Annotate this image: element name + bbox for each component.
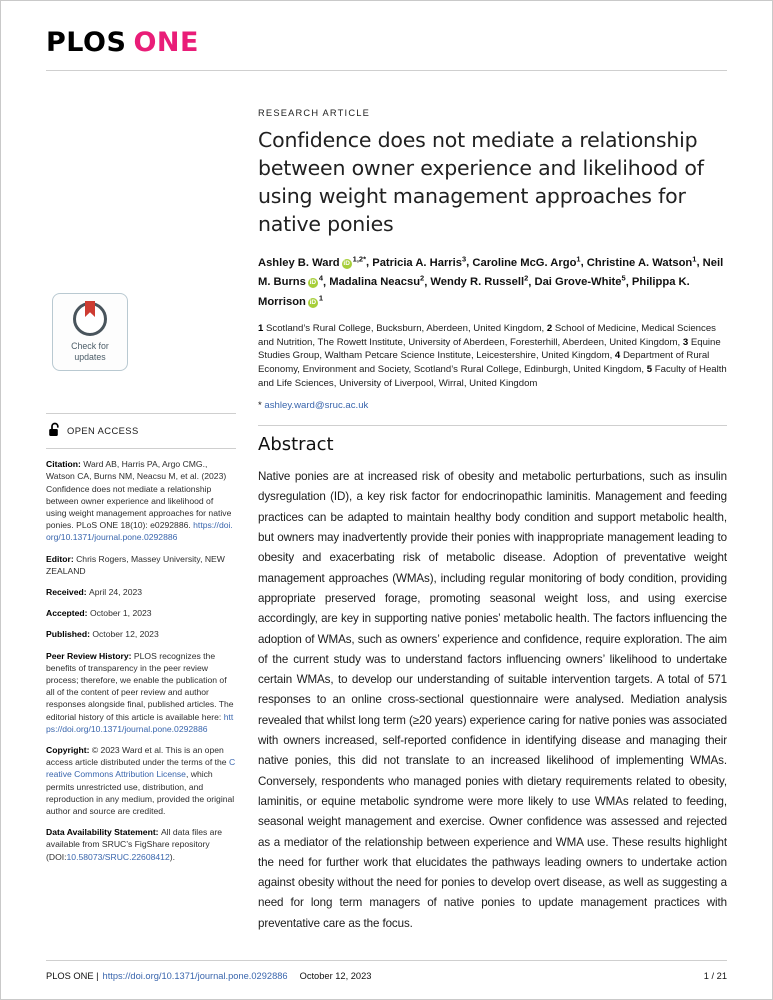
author-name: Philippa K. Morrison $iD^1$ — [258, 276, 690, 309]
orcid-icon[interactable]: iD — [343, 259, 350, 267]
author-affiliation-sup: 2 — [420, 273, 425, 283]
plos-one-logo[interactable] — [46, 27, 199, 58]
footer-journal-label: PLOS ONE | — [46, 971, 99, 981]
sidebar-section — [46, 458, 236, 543]
sidebar-section — [46, 650, 236, 735]
sidebar-section — [46, 744, 236, 817]
sidebar-section-label: Accepted: — [46, 608, 90, 619]
correspondence-line — [258, 400, 727, 411]
page-content — [46, 71, 727, 934]
author-name: Ashley B. Ward $iD^{1,2*}$ — [258, 254, 367, 269]
footer-divider — [46, 960, 727, 961]
page-footer — [46, 960, 727, 981]
author-name: Caroline McG. Argo$^1$ — [472, 254, 581, 269]
sidebar-link[interactable]: 10.58073/SRUC.22608412 — [66, 851, 170, 862]
affiliation-number: 5 — [646, 363, 655, 375]
author-name: Wendy R. Russell$^2$ — [430, 273, 529, 289]
sidebar-section — [46, 586, 236, 598]
author-name: Christine A. Watson$^1$ — [586, 254, 697, 269]
author-affiliation-sup: 1 — [576, 254, 581, 263]
article-type-label: RESEARCH ARTICLE — [258, 108, 371, 118]
author-affiliation-sup: 1 — [318, 293, 324, 303]
sidebar-section-label: Citation: — [46, 459, 84, 470]
sidebar-section-label: Published: — [46, 629, 93, 640]
bookmark-icon — [85, 301, 95, 317]
affiliation-number: 4 — [614, 350, 623, 362]
author-affiliation-sup: 1 — [692, 254, 697, 263]
sidebar-link[interactable]: https://doi.org/10.1371/journal.pone.0292886 — [46, 711, 234, 734]
journal-header — [46, 1, 727, 58]
affiliation-list: 1 Scotland’s Rural College, Bucksburn, Aberdeen, United Kingdom, 2 School of Medicine, Medical Sciences and Nutrition, The Rowett Institute, University of Aberdeen, Foresterhill, Aberdeen, United Kingdom, 3 Equine Studies Group, Waltham Petcare Science Institute, Leicestershire, United Kingdom, 4 Department of Rural Economy, Environment and Society, Scotland’s Rural College, Edinburgh, United Kingdom, 5 Faculty of Health and Life Sciences, University of Liverpool, Wirral, United Kingdom — [258, 323, 727, 389]
sidebar-section-text: Ward AB, Harris PA, Argo CMG., Watson CA, Burns NM, Neacsu M, et al. (2023) Confidence does not mediate a relationship between owner experience and likelihood of using weight management approaches for native ponies. PLoS ONE 18(10): e0292886. — [46, 459, 232, 531]
correspondence-email-link[interactable]: ashley.ward@sruc.ac.uk — [264, 400, 369, 412]
footer-page-number: 1 / 21 — [703, 971, 727, 981]
orcid-icon[interactable]: iD — [309, 279, 317, 287]
author-affiliation-sup: 2 — [524, 273, 529, 283]
sidebar-section — [46, 826, 236, 863]
check-for-updates-label: Check for updates — [71, 341, 109, 362]
open-lock-icon — [48, 422, 61, 440]
open-access-block — [46, 413, 236, 449]
sidebar-metadata — [46, 458, 236, 863]
footer-doi-link[interactable]: https://doi.org/10.1371/journal.pone.0292886 — [102, 971, 288, 981]
footer-citation — [46, 971, 371, 981]
sidebar-section-label: Data Availability Statement: — [46, 827, 161, 838]
sidebar-section-text: October 12, 2023 — [92, 629, 159, 640]
abstract-heading: Abstract — [258, 434, 334, 456]
sidebar-section-text: PLOS recognizes the benefits of transparency in the peer review process; therefore, we enable the publication of all of the content of peer review and author responses alongside final, published articles. The editorial history of this article is available here: — [46, 650, 234, 722]
article-main — [258, 71, 727, 934]
logo-one-text: ONE — [133, 27, 199, 58]
sidebar-section — [46, 628, 236, 640]
sidebar-section-label: Received: — [46, 587, 89, 598]
sidebar-section-label: Editor: — [46, 553, 77, 564]
sidebar-section-label: Copyright: — [46, 745, 92, 756]
affiliation-number: 3 — [682, 336, 691, 348]
article-title: Confidence does not mediate a relationship between owner experience and likelihood of using weight management approaches for native ponies — [258, 128, 704, 236]
author-name: Patricia A. Harris$^3$ — [372, 254, 467, 269]
sidebar-section-text: © 2023 Ward et al. This is an open access article distributed under the terms of the — [46, 745, 229, 768]
author-name: Dai Grove-White$^5$ — [534, 273, 626, 289]
sidebar-section-text: All data files are available from SRUC’s FigShare repository (DOI: — [46, 827, 223, 862]
sidebar-section-label: Peer Review History: — [46, 650, 134, 661]
author-affiliation-sup: 1,2* — [352, 254, 367, 263]
correspondence-marker: * — [258, 400, 262, 412]
divider — [46, 448, 236, 449]
sidebar-section-text: , which permits unrestricted use, distribution, and reproduction in any medium, provided the original author and source are credited. — [46, 769, 235, 817]
author-affiliation-sup: 5 — [621, 273, 626, 283]
author-name: Neil M. Burns $iD^4$ — [258, 256, 724, 289]
author-list: Ashley B. Ward $iD^{1,2*}$, Patricia A. Harris$^3$, Caroline McG. Argo$^1$, Christine A. Watson$^1$, Neil M. Burns $iD^4$, Madalina Neacsu$^2$, Wendy R. Russell$^2$, Dai Grove-White$^5$, Philippa K. Morrison $iD^1$ — [258, 254, 724, 309]
orcid-icon[interactable]: iD — [309, 299, 317, 307]
check-for-updates-badge[interactable] — [52, 293, 128, 371]
sidebar-section-text: April 24, 2023 — [89, 587, 143, 598]
sidebar-section — [46, 607, 236, 619]
crossmark-icon — [73, 302, 107, 336]
affiliation-number: 1 — [258, 323, 267, 335]
abstract-divider — [258, 425, 727, 426]
open-access-label: OPEN ACCESS — [67, 425, 139, 436]
logo-plos-text: PLOS — [46, 27, 127, 58]
abstract-text: Native ponies are at increased risk of obesity and metabolic perturbations, such as insulin dysregulation (ID), a key risk factor for endocrinopathic laminitis. Management and feeding practices can be adapted to maintain healthy body condition and support metabolic health, but owners may inadvertently provide their ponies with inappropriate management leading to obesity and exacerbating risk of metabolic disease. Adoption of preventative weight management approaches (WMAs), including regular monitoring of body condition, providing appropriate preserved forage, promoting seasonal weight loss, and using exercise accordingly, are key in supporting native ponies’ metabolic health. The factors influencing the adoption of WMAs, such as owners’ experience and confidence, require exploration. The aim of the current study was to understand factors influencing owners’ likelihood to undertake certain WMAs, to develop our understanding of suitable intervention targets. A total of 571 responses to an online cross-sectional questionnaire were analysed. Mediation analysis revealed that whilst long term (≥20 years) experience caring for native ponies was associated with owners increased, self-reported confidence in identifying disease and managing their native ponies, this did not translate to an increased likelihood of implementing WMAs. Conversely, respondents who managed ponies with dietary requirements related to obesity, laminitis, or equine metabolic syndrome were more likely to use WMAs related to feeding, seasonal weight management and exercise. Owner confidence was assessed and rejected as a mediator of the relationship between experience and WMA use. These results highlight the need for further work that elucidates the pathways leading owners to undertake action against obesity without the need for ponies to develop overt disease, as well as suggesting a need for long term managers of native ponies to update management practices with preventative care as the focus. — [258, 470, 727, 930]
author-affiliation-sup: 3 — [462, 254, 467, 263]
author-name: Madalina Neacsu$^2$ — [329, 273, 425, 289]
affiliation-number: 2 — [546, 323, 555, 335]
sidebar-section-text: Chris Rogers, Massey University, NEW ZEALAND — [46, 553, 225, 576]
sidebar-link[interactable]: https://doi.org/10.1371/journal.pone.0292886 — [46, 520, 233, 543]
sidebar-section — [46, 553, 236, 577]
sidebar-section-text: October 1, 2023 — [89, 608, 152, 619]
sidebar-link[interactable]: Creative Commons Attribution License — [46, 757, 236, 780]
author-affiliation-sup: 4 — [318, 273, 324, 283]
footer-date: October 12, 2023 — [299, 971, 372, 981]
sidebar — [46, 71, 236, 934]
sidebar-section-text: ). — [169, 851, 175, 862]
